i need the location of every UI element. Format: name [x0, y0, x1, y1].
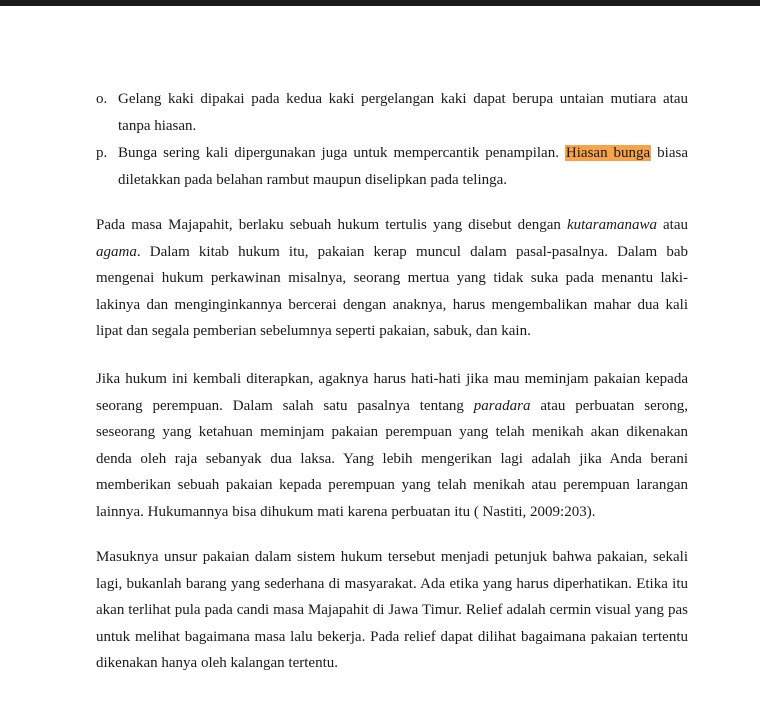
paragraph: [96, 366, 688, 525]
paragraph-text: Masuknya unsur pakaian dalam sistem hukum tersebut menjadi petunjuk bahwa pakaian, sekali lagi, bukanlah barang yang sederhana di masyarakat. Ada etika yang harus diperhatikan. Etika itu akan terlihat pula pada candi masa Majapahit di Jawa Timur. Relief adalah cermin visual yang pas untuk melihat bagaimana masa lalu bekerja. Pada relief dapat dilihat bagaimana pakaian tertentu dikenakan hanya oleh kalangan tertentu.: [96, 549, 688, 671]
item-list: [96, 86, 688, 194]
italic-term: paradara: [473, 397, 531, 414]
list-item-text: Gelang kaki dipakai pada kedua kaki pergelangan kaki dapat berupa untaian mutiara atau tanpa hiasan.: [118, 91, 688, 134]
list-item-text: biasa diletakkan pada belahan rambut maupun diselipkan pada telinga.: [118, 145, 688, 188]
list-item: [96, 140, 688, 194]
paragraph: [96, 544, 688, 677]
list-item-text: Bunga sering kali dipergunakan juga untuk mempercantik penampilan.: [118, 145, 565, 161]
italic-term: agama: [96, 243, 137, 260]
paragraph-text: Pada masa Majapahit, berlaku sebuah hukum tertulis yang disebut dengan: [96, 217, 567, 233]
text-highlight[interactable]: Hiasan bunga: [565, 145, 651, 161]
paragraph: [96, 212, 688, 345]
list-item: [96, 86, 688, 140]
paragraph-text: atau perbuatan serong, seseorang yang ketahuan meminjam pakaian perempuan yang telah menikah akan dikenakan denda oleh raja sebanyak dua laksa. Yang lebih mengerikan lagi adalah jika Anda berani memberikan sebuah pakaian kepada perempuan yang telah menikah atau perempuan larangan lainnya. Hukumannya bisa dihukum mati karena perbuatan itu ( Nastiti, 2009:203).: [96, 397, 688, 520]
list-marker: o.: [96, 91, 108, 107]
paragraph-text: Jika hukum ini kembali diterapkan, agaknya harus hati-hati jika mau meminjam pakaian kepada seorang perempuan. Dalam salah satu pasalnya tentang: [96, 371, 688, 414]
paragraph-text: . Dalam kitab hukum itu, pakaian kerap muncul dalam pasal-pasalnya. Dalam bab mengenai hukum perkawinan misalnya, seorang mertua yang tidak suka pada menantu laki-lakinya dan menginginkannya bercerai dengan anaknya, harus mengembalikan mahar dua kali lipat dan segala pemberian sebelumnya seperti pakaian, sabuk, dan kain.: [96, 243, 688, 339]
italic-term: kutaramanawa: [566, 217, 657, 233]
document-page: [0, 6, 760, 726]
paragraph-text: atau: [656, 217, 688, 233]
list-marker: p.: [96, 145, 108, 161]
